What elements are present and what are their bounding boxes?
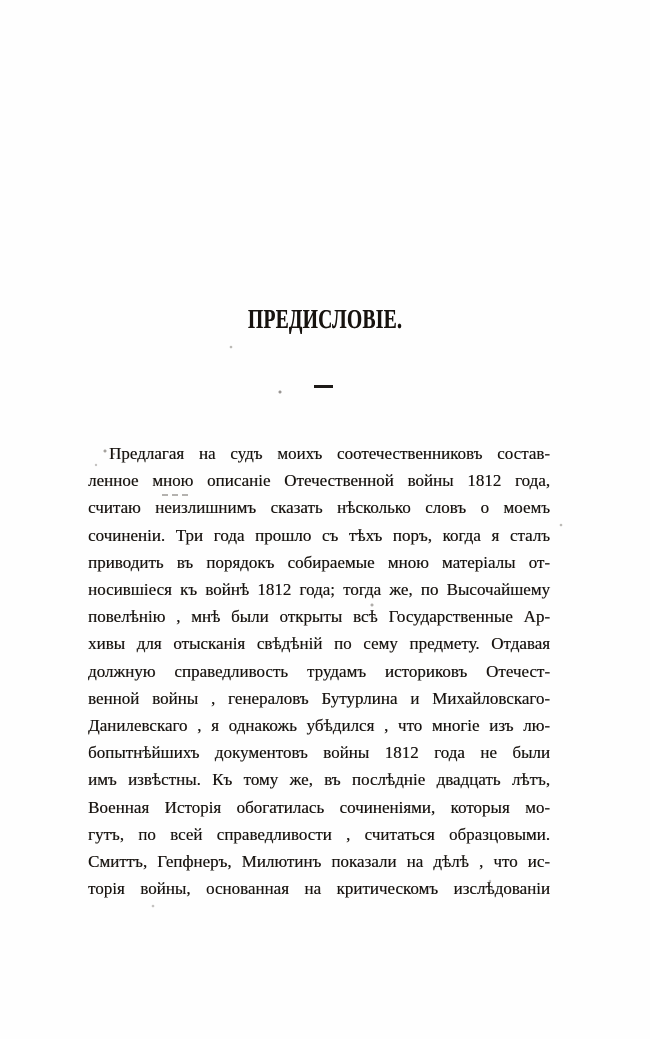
text-line: считаю неизлишнимъ сказать нѣсколько словъ о моемъ bbox=[88, 498, 550, 518]
preface-paragraph bbox=[88, 440, 550, 902]
text-line: торія войны, основанная на критическомъ изслѣдованіи bbox=[88, 879, 550, 899]
text-line: Предлагая на судъ моихъ соотечественниковъ состав- bbox=[109, 444, 550, 463]
text-line: имъ извѣстны. Къ тому же, въ послѣдніе двадцать лѣтъ, bbox=[88, 770, 550, 790]
text-line: Военная Исторія обогатилась сочиненіями, которыя мо- bbox=[88, 797, 550, 817]
text-line: приводить въ порядокъ собираемые мною матеріалы от- bbox=[88, 552, 550, 572]
text-line: ленное мною описаніе Отечественной войны 1812 года, bbox=[88, 471, 550, 491]
text-line: гутъ, по всей справедливости , считаться образцовыми. bbox=[88, 824, 550, 844]
text-line: хивы для отысканія свѣдѣній по сему предмету. Отдавая bbox=[88, 634, 550, 654]
page-title: ПРЕДИСЛОВІЕ. bbox=[247, 304, 403, 334]
text-line: Смиттъ, Гепфнеръ, Милютинъ показали на дѣлѣ , что ис- bbox=[88, 852, 550, 872]
text-line: носившіеся къ войнѣ 1812 года; тогда же, по Высочайшему bbox=[88, 580, 550, 600]
section-divider-dash bbox=[314, 385, 333, 388]
scan-noise bbox=[0, 0, 2, 2]
text-line: повелѣнію , мнѣ были открыты всѣ Государственные Ар- bbox=[88, 607, 550, 627]
text-line: должную справедливость трудамъ историковъ Отечест- bbox=[88, 661, 550, 681]
text-line: бопытнѣйшихъ документовъ войны 1812 года не были bbox=[88, 743, 550, 763]
text-line: Данилевскаго , я однакожь убѣдился , что многіе изъ лю- bbox=[88, 716, 550, 736]
text-line: сочиненіи. Три года прошло съ тѣхъ поръ, когда я сталъ bbox=[88, 525, 550, 545]
scan-smudge bbox=[162, 494, 188, 496]
text-line: венной войны , генераловъ Бутурлина и Михайловскаго- bbox=[88, 688, 550, 708]
